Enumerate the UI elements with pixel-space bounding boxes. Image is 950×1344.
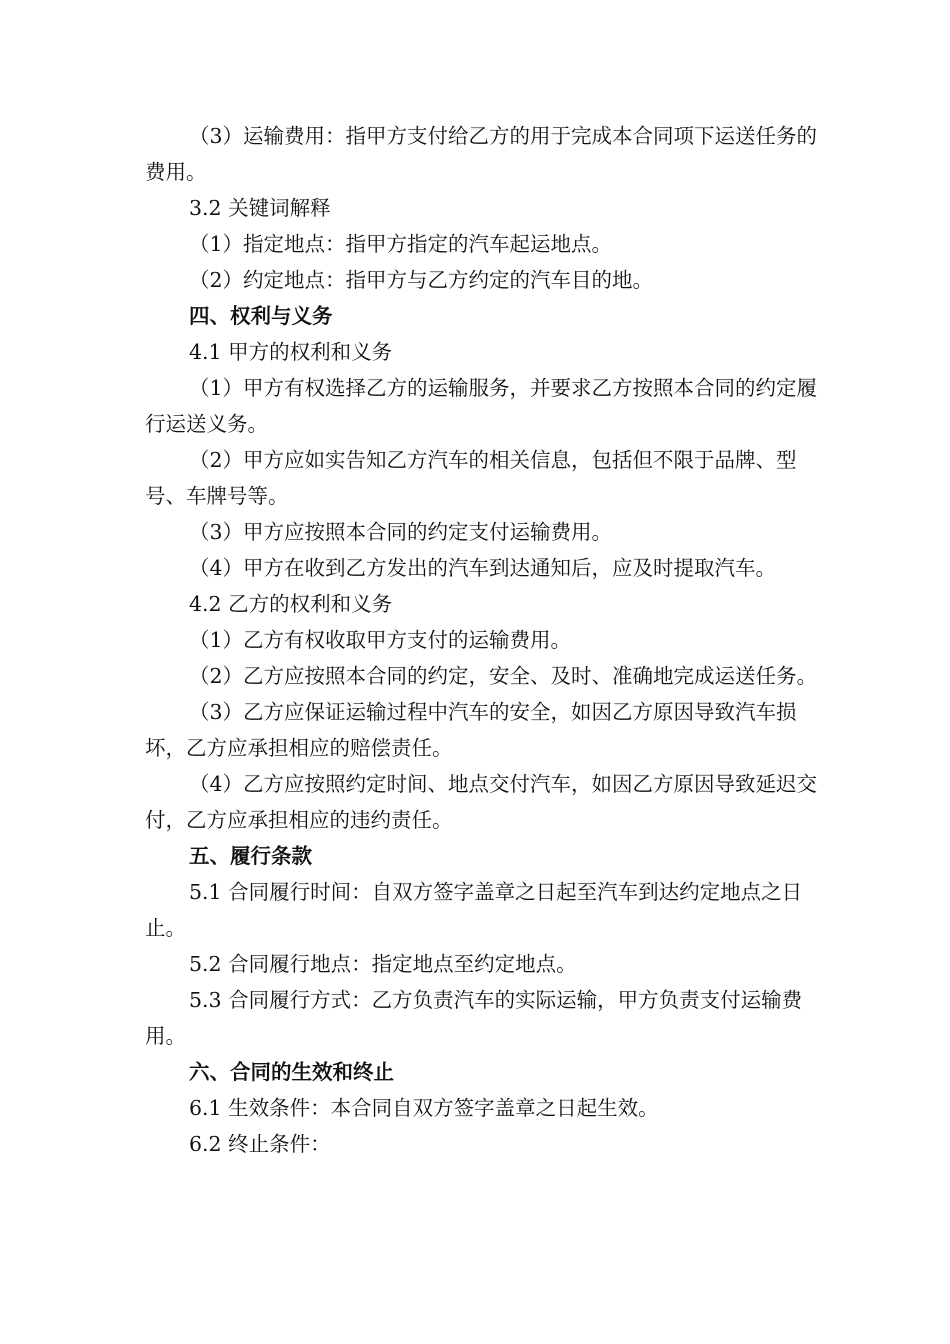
paragraph-4-2: 4.2 乙方的权利和义务: [189, 592, 393, 616]
paragraph-3-2: 3.2 关键词解释: [189, 196, 331, 220]
paragraph-4-2-1: （1）乙方有权收取甲方支付的运输费用。: [189, 628, 572, 652]
section-heading-6: 六、合同的生效和终止: [189, 1060, 394, 1084]
paragraph-3-2-1: （1）指定地点：指甲方指定的汽车起运地点。: [189, 232, 613, 256]
paragraph-4-1: 4.1 甲方的权利和义务: [189, 340, 393, 364]
section-heading-4: 四、权利与义务: [189, 304, 333, 328]
paragraph-4-1-1: （1）甲方有权选择乙方的运输服务，并要求乙方按照本合同的约定履行运送义务。: [145, 376, 818, 436]
paragraph-4-1-4: （4）甲方在收到乙方发出的汽车到达通知后，应及时提取汽车。: [189, 556, 777, 580]
paragraph-3-2-2: （2）约定地点：指甲方与乙方约定的汽车目的地。: [189, 268, 654, 292]
paragraph-6-1: 6.1 生效条件：本合同自双方签字盖章之日起生效。: [189, 1096, 659, 1120]
paragraph-4-1-3: （3）甲方应按照本合同的约定支付运输费用。: [189, 520, 613, 544]
paragraph-4-2-4: （4）乙方应按照约定时间、地点交付汽车，如因乙方原因导致延迟交付，乙方应承担相应的违约责任。: [145, 772, 818, 832]
paragraph-4-2-3: （3）乙方应保证运输过程中汽车的安全，如因乙方原因导致汽车损坏，乙方应承担相应的赔偿责任。: [145, 700, 797, 760]
paragraph-6-2: 6.2 终止条件：: [189, 1132, 331, 1156]
section-heading-5: 五、履行条款: [189, 844, 312, 868]
document-page: [145, 118, 820, 1162]
paragraph-5-1: 5.1 合同履行时间：自双方签字盖章之日起至汽车到达约定地点之日止。: [145, 880, 803, 940]
paragraph-4-1-2: （2）甲方应如实告知乙方汽车的相关信息，包括但不限于品牌、型号、车牌号等。: [145, 448, 797, 508]
paragraph-5-3: 5.3 合同履行方式：乙方负责汽车的实际运输，甲方负责支付运输费用。: [145, 988, 803, 1048]
paragraph-4-2-2: （2）乙方应按照本合同的约定，安全、及时、准确地完成运送任务。: [189, 664, 818, 688]
paragraph-3-1-3: （3）运输费用：指甲方支付给乙方的用于完成本合同项下运送任务的费用。: [145, 124, 818, 184]
paragraph-5-2: 5.2 合同履行地点：指定地点至约定地点。: [189, 952, 577, 976]
